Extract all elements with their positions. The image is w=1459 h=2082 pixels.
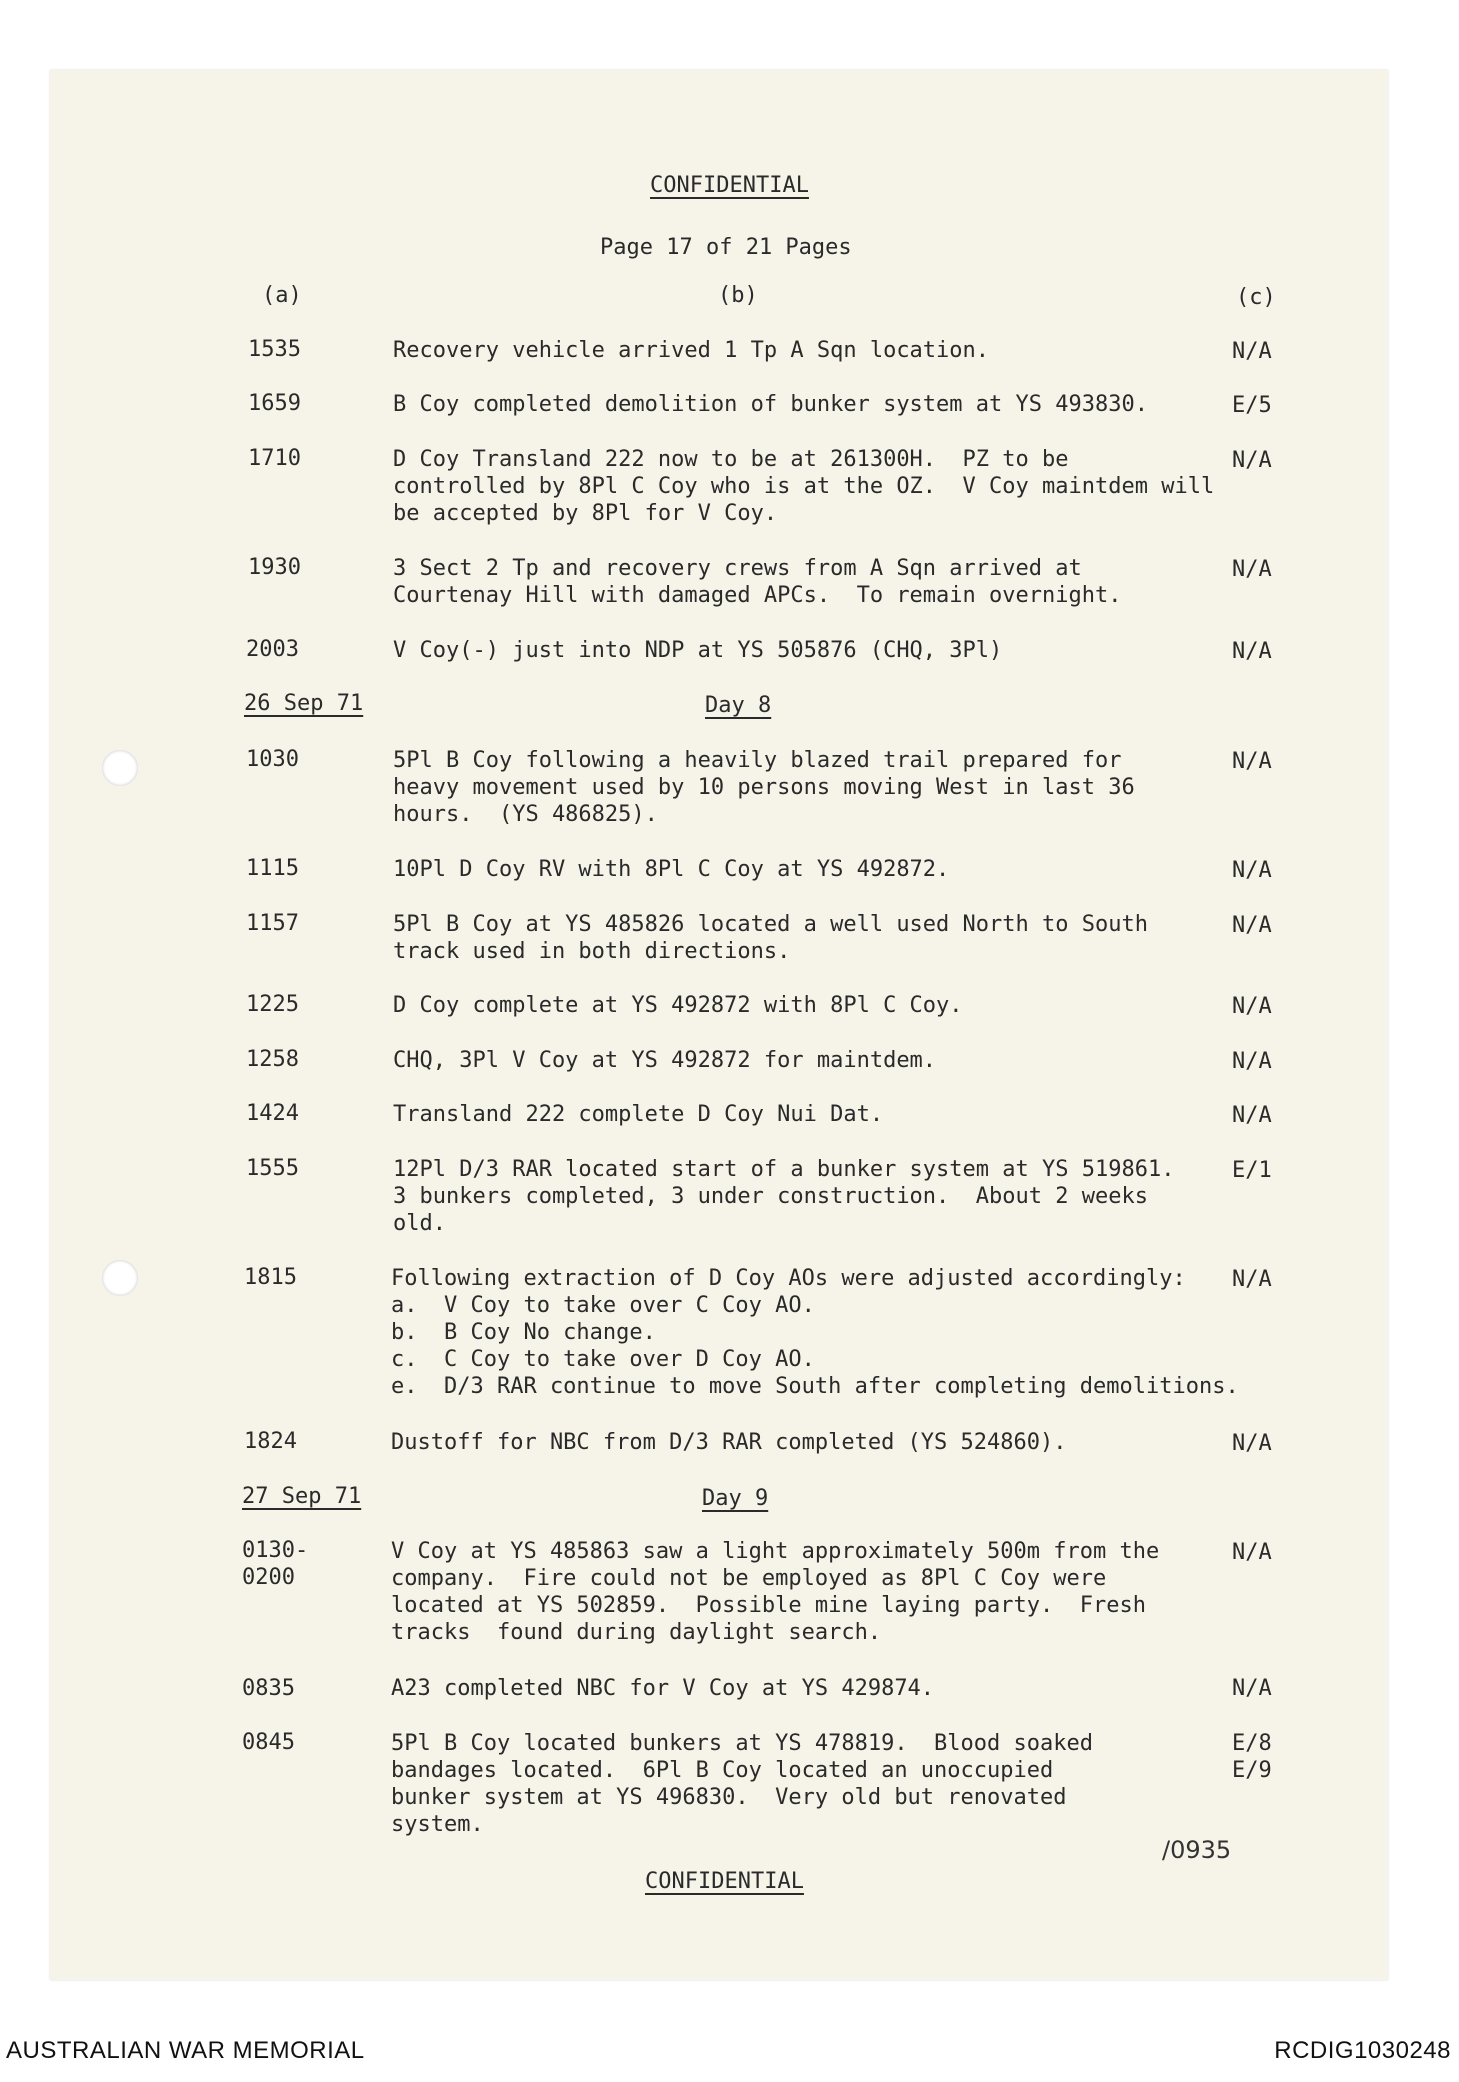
entry-ref: N/A xyxy=(1232,639,1272,664)
entry-text: Transland 222 complete D Coy Nui Dat. xyxy=(393,1102,884,1127)
entry-ref: N/A xyxy=(1232,1676,1272,1701)
entry-ref: N/A xyxy=(1232,1267,1272,1292)
entry-time: 1815 xyxy=(244,1265,297,1290)
entry-time: 0835 xyxy=(242,1676,295,1701)
entry-time: 1659 xyxy=(248,391,301,416)
day-label: Day 8 xyxy=(705,693,772,718)
entry-time: 1030 xyxy=(246,747,299,772)
column-header-a: (a) xyxy=(262,283,302,308)
continuation-note: /0935 xyxy=(1162,1836,1232,1864)
entry-time: 1710 xyxy=(248,446,301,471)
entry-text: D Coy complete at YS 492872 with 8Pl C Coy. xyxy=(393,993,963,1018)
entry-ref: E/5 xyxy=(1232,393,1272,418)
entry-time: 1535 xyxy=(248,337,301,362)
entry-ref: N/A xyxy=(1232,858,1272,883)
entry-ref: N/A xyxy=(1232,557,1272,582)
entry-ref: E/1 xyxy=(1232,1158,1272,1183)
entry-text: V Coy(-) just into NDP at YS 505876 (CHQ, 3Pl) xyxy=(393,638,1003,663)
entry-time: 0845 xyxy=(242,1730,295,1755)
entry-time: 0130- 0200 xyxy=(242,1538,309,1590)
archive-label: AUSTRALIAN WAR MEMORIAL xyxy=(6,2037,365,2064)
page-number-line: Page 17 of 21 Pages xyxy=(600,235,852,260)
entry-ref: N/A xyxy=(1232,1103,1272,1128)
entry-ref: N/A xyxy=(1232,1540,1272,1565)
entry-time: 1555 xyxy=(246,1156,299,1181)
entry-ref: N/A xyxy=(1232,749,1272,774)
entry-ref: N/A xyxy=(1232,994,1272,1019)
entry-ref: N/A xyxy=(1232,448,1272,473)
entry-time: 1424 xyxy=(246,1101,299,1126)
entry-time: 1157 xyxy=(246,911,299,936)
entry-ref: N/A xyxy=(1232,1049,1272,1074)
classification-header: CONFIDENTIAL xyxy=(650,173,809,198)
archive-id: RCDIG1030248 xyxy=(1274,2037,1451,2064)
classification-footer: CONFIDENTIAL xyxy=(645,1869,804,1894)
entry-time: 1115 xyxy=(246,856,299,881)
entry-text: B Coy completed demolition of bunker system at YS 493830. xyxy=(393,392,1148,417)
entry-time: 1930 xyxy=(248,555,301,580)
column-header-c: (c) xyxy=(1236,285,1276,310)
entry-text: Recovery vehicle arrived 1 Tp A Sqn location. xyxy=(393,338,990,363)
entry-text: 5Pl B Coy following a heavily blazed trail prepared for heavy movement used by 10 persons moving West in last 36 hours. (YS 486825). xyxy=(393,748,1135,827)
entry-ref: N/A xyxy=(1232,1431,1272,1456)
entry-text: Dustoff for NBC from D/3 RAR completed (YS 524860). xyxy=(391,1430,1067,1455)
entry-text: 5Pl B Coy at YS 485826 located a well used North to South track used in both directions. xyxy=(393,912,1148,964)
entry-text: Following extraction of D Coy AOs were adjusted accordingly: a. V Coy to take over C Coy AO. b. B Coy No change. c. C Coy to take over D Coy AO. e. D/3 RAR continue to move South after completing demolitions. xyxy=(391,1266,1239,1399)
entry-time: 2003 xyxy=(246,637,299,662)
entry-text: 5Pl B Coy located bunkers at YS 478819. Blood soaked bandages located. 6Pl B Coy located an unoccupied bunker system at YS 496830. Very old but renovated system. xyxy=(391,1731,1093,1837)
punch-hole-bottom xyxy=(102,1260,138,1296)
entry-ref: E/8 E/9 xyxy=(1232,1731,1272,1783)
entry-ref: N/A xyxy=(1232,339,1272,364)
day-date: 27 Sep 71 xyxy=(242,1484,362,1509)
entry-text: 12Pl D/3 RAR located start of a bunker system at YS 519861. 3 bunkers completed, 3 under construction. About 2 weeks old. xyxy=(393,1157,1175,1236)
entry-time: 1225 xyxy=(246,992,299,1017)
entry-text: CHQ, 3Pl V Coy at YS 492872 for maintdem. xyxy=(393,1048,937,1073)
entry-ref: N/A xyxy=(1232,913,1272,938)
entry-time: 1824 xyxy=(244,1429,297,1454)
column-header-b: (b) xyxy=(718,283,758,308)
entry-text: 3 Sect 2 Tp and recovery crews from A Sqn arrived at Courtenay Hill with damaged APCs. To remain overnight. xyxy=(393,556,1122,608)
punch-hole-top xyxy=(102,750,138,786)
day-label: Day 9 xyxy=(702,1486,769,1511)
entry-text: D Coy Transland 222 now to be at 261300H. PZ to be controlled by 8Pl C Coy who is at the OZ. V Coy maintdem will be accepted by 8Pl for V Coy. xyxy=(393,447,1215,526)
entry-text: 10Pl D Coy RV with 8Pl C Coy at YS 492872. xyxy=(393,857,950,882)
entry-text: V Coy at YS 485863 saw a light approximately 500m from the company. Fire could not be employed as 8Pl C Coy were located at YS 502859. Possible mine laying party. Fresh tracks found during daylight search. xyxy=(391,1539,1160,1645)
entry-text: A23 completed NBC for V Coy at YS 429874. xyxy=(391,1676,935,1701)
day-date: 26 Sep 71 xyxy=(244,691,364,716)
entry-time: 1258 xyxy=(246,1047,299,1072)
